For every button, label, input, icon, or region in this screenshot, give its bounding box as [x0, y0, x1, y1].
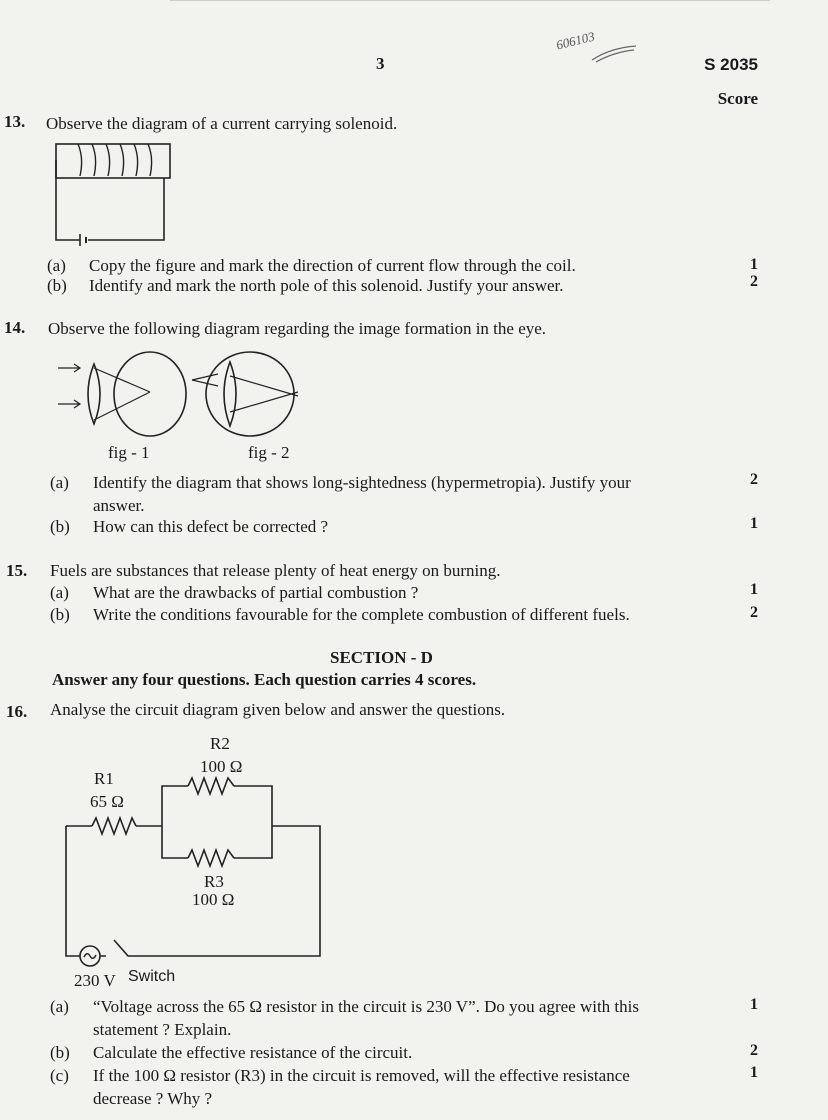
q14b-text: How can this defect be corrected ? — [93, 517, 329, 536]
q16a-line1: “Voltage across the 65 Ω resistor in the circuit is 230 V”. Do you agree with this — [93, 997, 639, 1016]
r2-value: 100 Ω — [200, 757, 243, 776]
q16b-text: Calculate the effective resistance of the circuit. — [93, 1043, 413, 1062]
score-label: Score — [717, 89, 758, 108]
q16c-line1: If the 100 Ω resistor (R3) in the circuit is removed, will the effective resistance — [93, 1066, 630, 1085]
q14-number: 14. — [4, 318, 26, 337]
q13-number: 13. — [4, 112, 26, 131]
r1-value: 65 Ω — [90, 792, 124, 811]
paper-code: S 2035 — [704, 55, 758, 74]
q14a-label: (a) — [50, 473, 69, 492]
switch-label: Switch — [128, 968, 176, 985]
q15a-text: What are the drawbacks of partial combustion ? — [93, 583, 419, 602]
q13b-text: Identify and mark the north pole of this solenoid. Justify your answer. — [89, 276, 564, 295]
q16c-line2: decrease ? Why ? — [93, 1089, 213, 1108]
q15b-text: Write the conditions favourable for the complete combustion of different fuels. — [93, 605, 630, 624]
r3-value: 100 Ω — [192, 890, 235, 909]
q15b-label: (b) — [50, 605, 70, 624]
q14a-line2: answer. — [93, 496, 145, 515]
q13a-text: Copy the figure and mark the direction of current flow through the coil. — [89, 256, 576, 275]
page-number: 3 — [376, 54, 385, 73]
resistor-r3 — [188, 850, 234, 866]
resistor-r2 — [188, 778, 234, 794]
section-d-instruction: Answer any four questions. Each question carries 4 scores. — [52, 670, 477, 689]
q14a-line1: Identify the diagram that shows long-sightedness (hypermetropia). Justify your — [93, 473, 631, 492]
q15b-score: 2 — [750, 604, 758, 621]
source-label: 230 V — [74, 971, 116, 990]
section-d-title: SECTION - D — [330, 648, 433, 667]
q16c-score: 1 — [750, 1064, 758, 1081]
r2-name: R2 — [210, 734, 230, 753]
q13-text: Observe the diagram of a current carrying solenoid. — [46, 114, 398, 133]
r1-name: R1 — [94, 769, 114, 788]
resistor-r1 — [92, 818, 136, 834]
q14b-label: (b) — [50, 517, 70, 536]
q16-text: Analyse the circuit diagram given below and answer the questions. — [50, 700, 506, 719]
q13b-score: 2 — [750, 273, 758, 290]
q13a-label: (a) — [47, 256, 66, 275]
r3-name: R3 — [204, 872, 224, 891]
q15-number: 15. — [6, 561, 28, 580]
q16a-label: (a) — [50, 997, 69, 1016]
q16c-label: (c) — [50, 1066, 69, 1085]
q14a-score: 2 — [750, 471, 758, 488]
q15-text: Fuels are substances that release plenty of heat energy on burning. — [50, 561, 501, 580]
q16b-score: 2 — [750, 1042, 758, 1059]
q16a-score: 1 — [750, 996, 758, 1013]
q13b-label: (b) — [47, 276, 67, 295]
q14-text: Observe the following diagram regarding the image formation in the eye. — [48, 319, 547, 338]
q15a-score: 1 — [750, 581, 758, 598]
q14b-score: 1 — [750, 515, 758, 532]
q16b-label: (b) — [50, 1043, 70, 1062]
fig1-label: fig - 1 — [108, 443, 150, 462]
handwritten-note: 606103 — [554, 28, 597, 53]
q15a-label: (a) — [50, 583, 69, 602]
q13a-score: 1 — [750, 256, 758, 273]
q16-number: 16. — [6, 702, 28, 721]
fig2-label: fig - 2 — [248, 443, 290, 462]
q16a-line2: statement ? Explain. — [93, 1020, 232, 1039]
